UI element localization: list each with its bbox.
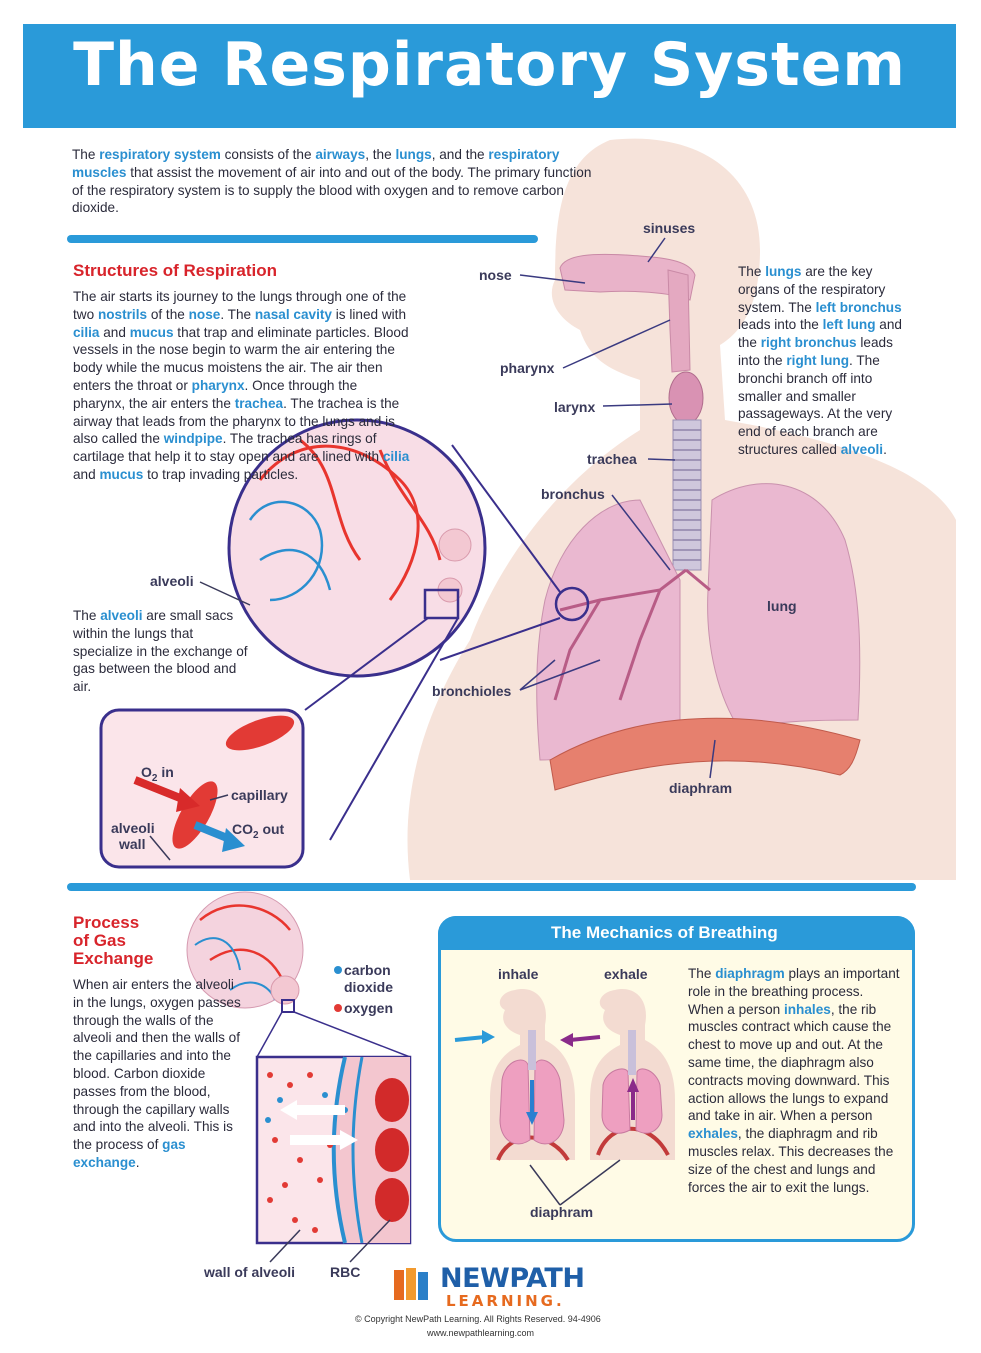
mechanics-title: The Mechanics of Breathing — [551, 923, 778, 942]
larynx-shape — [669, 372, 703, 424]
label-pharynx: pharynx — [500, 360, 555, 376]
page-title: The Respiratory System — [73, 30, 906, 100]
structures-title: Structures of Respiration — [73, 261, 278, 280]
label-alveoli-wall: alveoli wall — [111, 820, 155, 852]
copyright-text: © Copyright NewPath Learning. All Rights Reserved. 94-4906 — [355, 1314, 601, 1324]
label-rbc: RBC — [330, 1264, 361, 1280]
label-co2-out: $CO_2$ out — [232, 821, 285, 841]
label-bronchus: bronchus — [541, 486, 605, 502]
label-diaphram: diaphram — [669, 780, 733, 796]
label-lung: lung — [767, 598, 797, 614]
brand-subname: LEARNING. — [446, 1292, 565, 1310]
label-trachea: trachea — [587, 451, 637, 467]
newpath-logo-icon — [392, 1266, 432, 1304]
divider-middle — [67, 883, 916, 891]
structures-paragraph-top: The air starts its journey to the lungs through one of the two nostrils of the nose. The nasal cavity is lined with cilia and mucus that trap and eliminate particles. Blood vessels in the nose begin to warm the air entering the body while the mucus moistens the air. The air then enters the throat or pharynx. Once through the pharynx, the air enters the trachea. The trachea is the airway that leads from the pharynx to the lungs and is also called the windpipe. The trachea has rings of cartilage that help it to stay open and are lined with cilia and mucus to trap invading particles. — [73, 289, 410, 482]
label-bronchioles: bronchioles — [432, 683, 512, 699]
trachea-shape — [673, 420, 701, 570]
alveoli-paragraph: The alveoli are small sacs within the lungs that specialize in the exchange of gas between the blood and air. — [73, 608, 248, 695]
label-exhale: exhale — [604, 966, 648, 982]
mechanics-paragraph: The diaphragm plays an important role in the breathing process. When a person inhales, the rib muscles contract which cause the chest to move up and out. At the same time, the diaphragm also contracts moving downward. This action allows the lungs to expand and take in air. When a person exhales, the diaphragm and rib muscles relax. This decreases the size of the chest and lungs and forces the air to exit the lungs. — [688, 966, 900, 1195]
gas-exchange-paragraph: When air enters the alveoli in the lungs, oxygen passes through the walls of the alveoli and then the walls of the capillaries and into the blood. Carbon dioxide passes from the blood, through the capillary walls and into the alveoli. This is the process of gas exchange. — [73, 977, 241, 1170]
lungs-paragraph: The lungs are the key organs of the respiratory system. The left bronchus leads into the left lung and the right bronchus leads into the right lung. The bronchi branch off into smaller and smaller passageways. At the very end of each branch are structures called alveoli. — [738, 264, 902, 457]
legend-oxygen: oxygen — [344, 1000, 394, 1016]
label-larynx: larynx — [554, 399, 596, 415]
label-inhale: inhale — [498, 966, 539, 982]
label-nose: nose — [479, 267, 512, 283]
label-capillary: capillary — [231, 787, 288, 803]
divider-top — [67, 235, 538, 243]
label-o2-in: $O_2$ in — [141, 764, 174, 784]
label-alveoli: alveoli — [150, 573, 194, 589]
breathing-figures — [450, 960, 680, 1230]
label-wall-of-alveoli: wall of alveoli — [204, 1264, 296, 1280]
brand-name: NEWPATH — [440, 1263, 585, 1294]
website-url[interactable]: www.newpathlearning.com — [427, 1328, 535, 1338]
label-mechanics-diaphram: diaphram — [530, 1204, 594, 1220]
legend-carbon-dioxide: carbon dioxide — [344, 962, 394, 995]
pharynx-shape — [668, 270, 690, 372]
gas-exchange-title: Process of Gas Exchange — [73, 913, 154, 968]
label-sinuses: sinuses — [643, 220, 696, 236]
intro-paragraph: The respiratory system consists of the airways, the lungs, and the respiratory muscles that assist the movement of air into and out of the body. The primary function of the respiratory system is to supply the blood with oxygen and to remove carbon dioxide. — [72, 147, 592, 216]
